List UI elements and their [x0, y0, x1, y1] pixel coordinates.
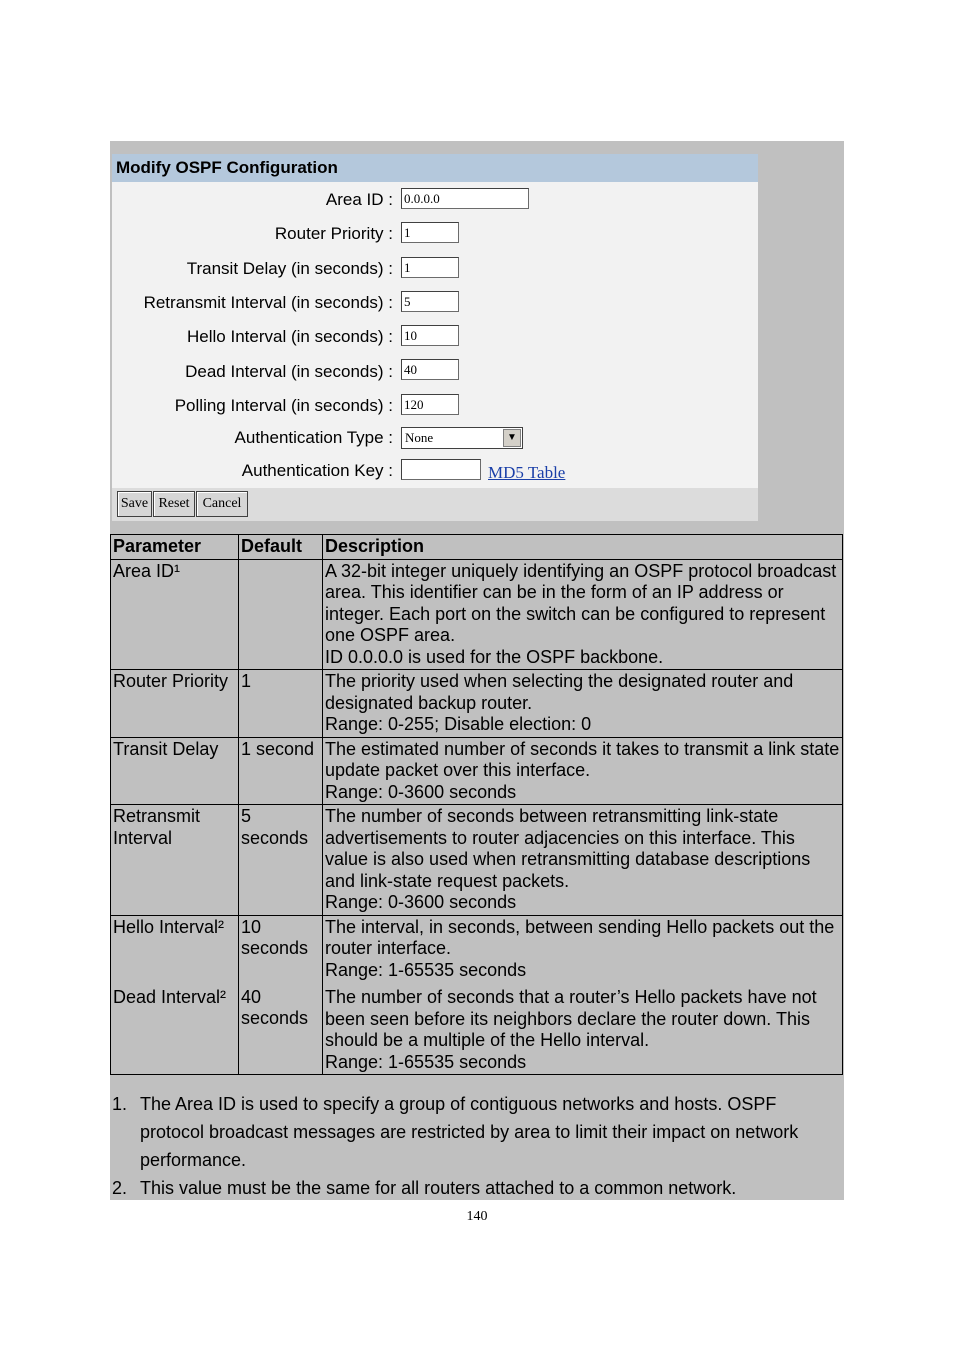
- default-cell: [239, 559, 323, 670]
- description-note: ID 0.0.0.0 is used for the OSPF backbone.: [325, 646, 664, 667]
- default-hello: 10 seconds: [241, 916, 309, 958]
- md5-table-link[interactable]: MD5 Table: [488, 463, 566, 482]
- area-id-input[interactable]: [401, 188, 529, 209]
- footnote-number: 2.: [112, 1178, 128, 1198]
- description-cell: [323, 737, 843, 805]
- description-cell: [323, 805, 843, 916]
- auth-type-select[interactable]: [401, 427, 523, 449]
- hello-interval-label: Hello Interval (in seconds) :: [187, 327, 393, 346]
- reset-button[interactable]: Reset: [153, 491, 195, 517]
- header-parameter: Parameter: [111, 535, 239, 560]
- footnotes: [110, 1090, 844, 1202]
- description-range: Range: 1-65535 seconds: [325, 959, 527, 980]
- default-cell: [239, 915, 323, 1075]
- table-row: [111, 670, 843, 738]
- param-cell: Transit Delay: [111, 737, 239, 805]
- footnote-text: This value must be the same for all routers attached to a common network.: [140, 1178, 737, 1198]
- hello-interval-input[interactable]: [401, 325, 459, 346]
- chevron-down-icon[interactable]: ▼: [503, 429, 521, 447]
- table-row: [111, 737, 843, 805]
- header-default: Default: [239, 535, 323, 560]
- transit-delay-label: Transit Delay (in seconds) :: [186, 259, 393, 278]
- description-cell: [323, 670, 843, 738]
- dead-interval-input[interactable]: [401, 359, 459, 380]
- area-id-label: Area ID :: [325, 190, 393, 209]
- auth-type-selected-value: None: [405, 430, 434, 445]
- footnote: [110, 1174, 844, 1202]
- description-text: The priority used when selecting the designated router and designated backup router.: [325, 671, 794, 713]
- panel-title: Modify OSPF Configuration: [112, 154, 758, 182]
- polling-interval-label: Polling Interval (in seconds) :: [174, 396, 393, 415]
- description-cell: [323, 559, 843, 670]
- description-text: The interval, in seconds, between sending Hello packets out the router interface.: [325, 916, 835, 958]
- button-bar: [112, 488, 758, 521]
- footnote: [110, 1090, 844, 1174]
- description-text: A 32-bit integer uniquely identifying an OSPF protocol broadcast area. This identifier can be in the form of an IP address or integer. Each port on the switch can be configured to represent one OSPF area.: [325, 560, 837, 645]
- table-row: [111, 915, 843, 1075]
- parameter-table: [110, 534, 843, 1075]
- retransmit-interval-label: Retransmit Interval (in seconds) :: [143, 293, 393, 312]
- description-cell: [323, 915, 843, 1075]
- dead-interval-label: Dead Interval (in seconds) :: [185, 362, 393, 381]
- save-button[interactable]: Save: [117, 491, 152, 517]
- polling-interval-input[interactable]: [401, 394, 459, 415]
- table-row: [111, 559, 843, 670]
- router-priority-label: Router Priority :: [274, 224, 393, 243]
- retransmit-interval-input[interactable]: [401, 291, 459, 312]
- description-range: Range: 0-255; Disable election: 0: [325, 714, 592, 734]
- table-header-row: [111, 535, 843, 560]
- description-text: The number of seconds between retransmitting link-state advertisements to router adjacencies on this interface. This value is also used when retransmitting database descriptions and link-state request packets.: [325, 806, 811, 891]
- auth-type-label: Authentication Type :: [234, 428, 393, 447]
- table-row: [111, 805, 843, 916]
- default-cell: 1: [239, 670, 323, 738]
- cancel-button[interactable]: Cancel: [196, 491, 248, 517]
- description-range: Range: 0-3600 seconds: [325, 781, 517, 802]
- param-cell: Area ID¹: [111, 559, 239, 670]
- footnote-number: 1.: [112, 1094, 128, 1114]
- description-range: Range: 1-65535 seconds: [325, 1051, 527, 1072]
- auth-key-input[interactable]: [401, 459, 481, 480]
- default-cell: 1 second: [239, 737, 323, 805]
- description-text: The estimated number of seconds it takes to transmit a link state update packet over this interface.: [325, 738, 840, 780]
- param-cell: Retransmit Interval: [111, 805, 239, 916]
- default-cell: 5 seconds: [239, 805, 323, 916]
- transit-delay-input[interactable]: [401, 257, 459, 278]
- page-number: 140: [466, 1209, 488, 1224]
- router-priority-input[interactable]: [401, 222, 459, 243]
- param-hello: Hello Interval²: [113, 916, 225, 937]
- footnote-text: The Area ID is used to specify a group of contiguous networks and hosts. OSPF protocol broadcast messages are restricted by area to limit their impact on network performance.: [140, 1094, 799, 1170]
- default-dead: 40 seconds: [241, 986, 309, 1028]
- description-range: Range: 0-3600 seconds: [325, 892, 517, 912]
- auth-key-label: Authentication Key :: [241, 461, 393, 480]
- param-cell: [111, 915, 239, 1075]
- header-description: Description: [323, 535, 843, 560]
- param-dead: Dead Interval²: [113, 986, 227, 1007]
- description-text: The number of seconds that a router’s Hello packets have not been seen before its neighbors declare the router down. This should be a multiple of the Hello interval.: [325, 987, 817, 1050]
- ospf-config-panel: [112, 154, 758, 521]
- param-cell: Router Priority: [111, 670, 239, 738]
